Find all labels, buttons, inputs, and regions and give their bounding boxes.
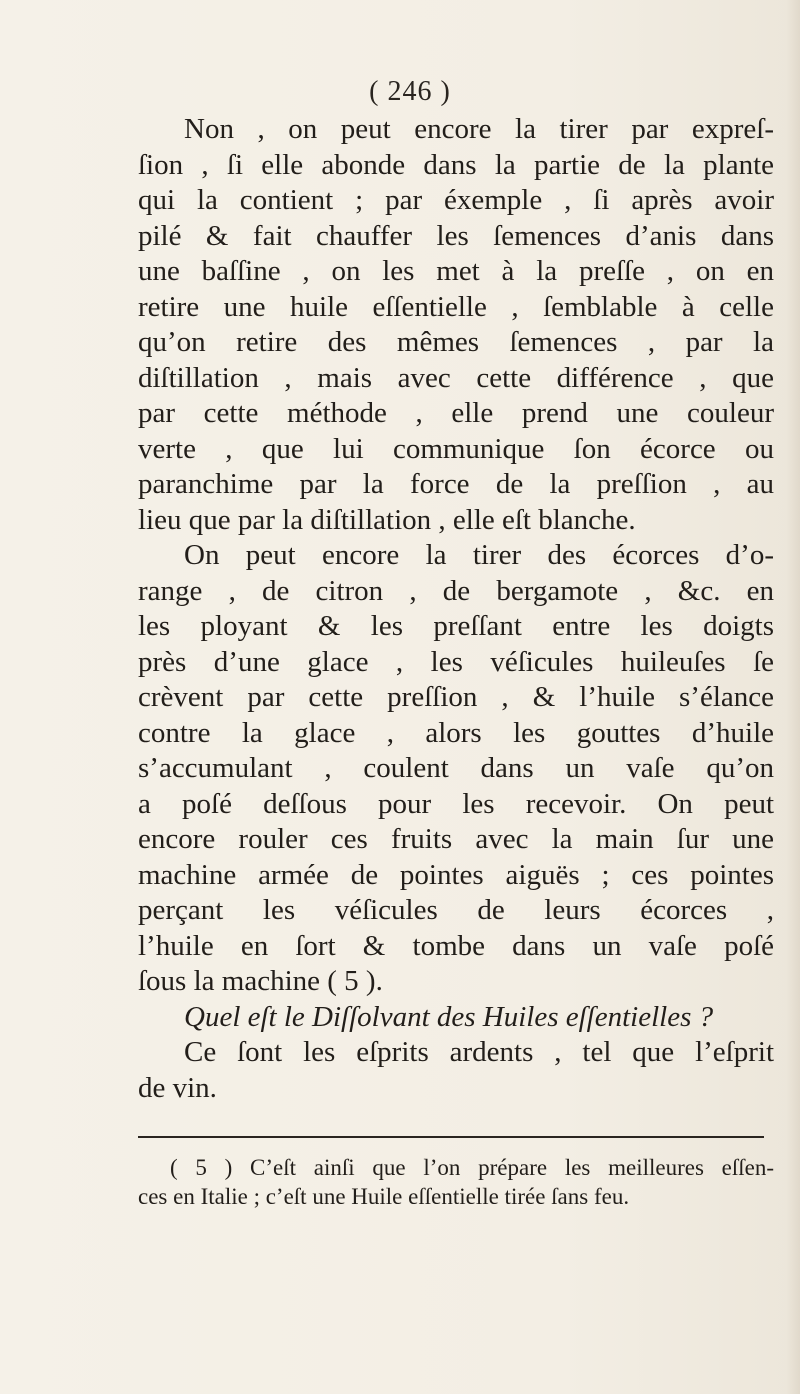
text-line: ſous la machine ( 5 ). <box>138 965 383 997</box>
text-line: une baſſine , on les met à la preſſe , on en <box>138 255 774 287</box>
footnote-line: ( 5 ) C’eſt ainſi que l’on prépare les meilleures eſſen- <box>170 1155 774 1180</box>
text-line: retire une huile eſſentielle , ſemblable à celle <box>138 290 774 323</box>
question-text: Quel eſt le Diſſolvant des Huiles eſſentielles ? <box>184 1000 714 1033</box>
text-line: qu’on retire des mêmes ſemences , par la <box>138 326 774 358</box>
text-line: près d’une glace , les véſicules huileuſes ſe <box>138 645 774 678</box>
question-heading <box>138 1000 774 1036</box>
text-line: perçant les véſicules de leurs écorces , <box>138 894 774 926</box>
text-line: range , de citron , de bergamote , &c. en <box>138 574 774 607</box>
text-line: Non , on peut encore la tirer par expreſ- <box>184 113 774 145</box>
text-line: les ployant & les preſſant entre les doigts <box>138 610 774 642</box>
text-line: s’accumulant , coulent dans un vaſe qu’on <box>138 752 774 784</box>
text-line: diſtillation , mais avec cette différence , que <box>138 361 774 394</box>
page-number: ( 246 ) <box>369 76 451 107</box>
text-line: encore rouler ces fruits avec la main ſur une <box>138 823 774 855</box>
text-line: de vin. <box>138 1071 217 1104</box>
text-line: ſion , ſi elle abonde dans la partie de la plante <box>138 148 774 181</box>
text-line: verte , que lui communique ſon écorce ou <box>138 432 774 465</box>
text-line: a poſé deſſous pour les recevoir. On peut <box>138 787 774 820</box>
text-line: lieu que par la diſtillation , elle eſt blanche. <box>138 503 636 536</box>
text-line: Ce ſont les eſprits ardents , tel que l’eſprit <box>184 1036 774 1068</box>
text-line: paranchime par la force de la preſſion , au <box>138 468 774 500</box>
text-line: contre la glace , alors les gouttes d’huile <box>138 716 774 749</box>
text-line: par cette méthode , elle prend une couleur <box>138 397 774 429</box>
paragraph-2 <box>138 538 774 1000</box>
text-line: qui la contient ; par éxemple , ſi après avoir <box>138 184 774 216</box>
paragraph-1 <box>138 112 774 538</box>
text-line: On peut encore la tirer des écorces d’o- <box>184 539 774 571</box>
footnote-line: ces en Italie ; c’eſt une Huile eſſentielle tirée ſans feu. <box>138 1184 630 1209</box>
footnote <box>138 1153 774 1211</box>
text-line: crèvent par cette preſſion , & l’huile s’élance <box>138 681 774 713</box>
text-line: pilé & fait chauffer les ſemences d’anis dans <box>138 219 774 252</box>
text-line: l’huile en ſort & tombe dans un vaſe poſé <box>138 929 774 962</box>
text-line: machine armée de pointes aiguës ; ces pointes <box>138 858 774 891</box>
paragraph-3 <box>138 1035 774 1106</box>
page-edge-shadow <box>786 0 800 1394</box>
footnote-divider <box>138 1136 764 1138</box>
body-text <box>138 112 774 1106</box>
